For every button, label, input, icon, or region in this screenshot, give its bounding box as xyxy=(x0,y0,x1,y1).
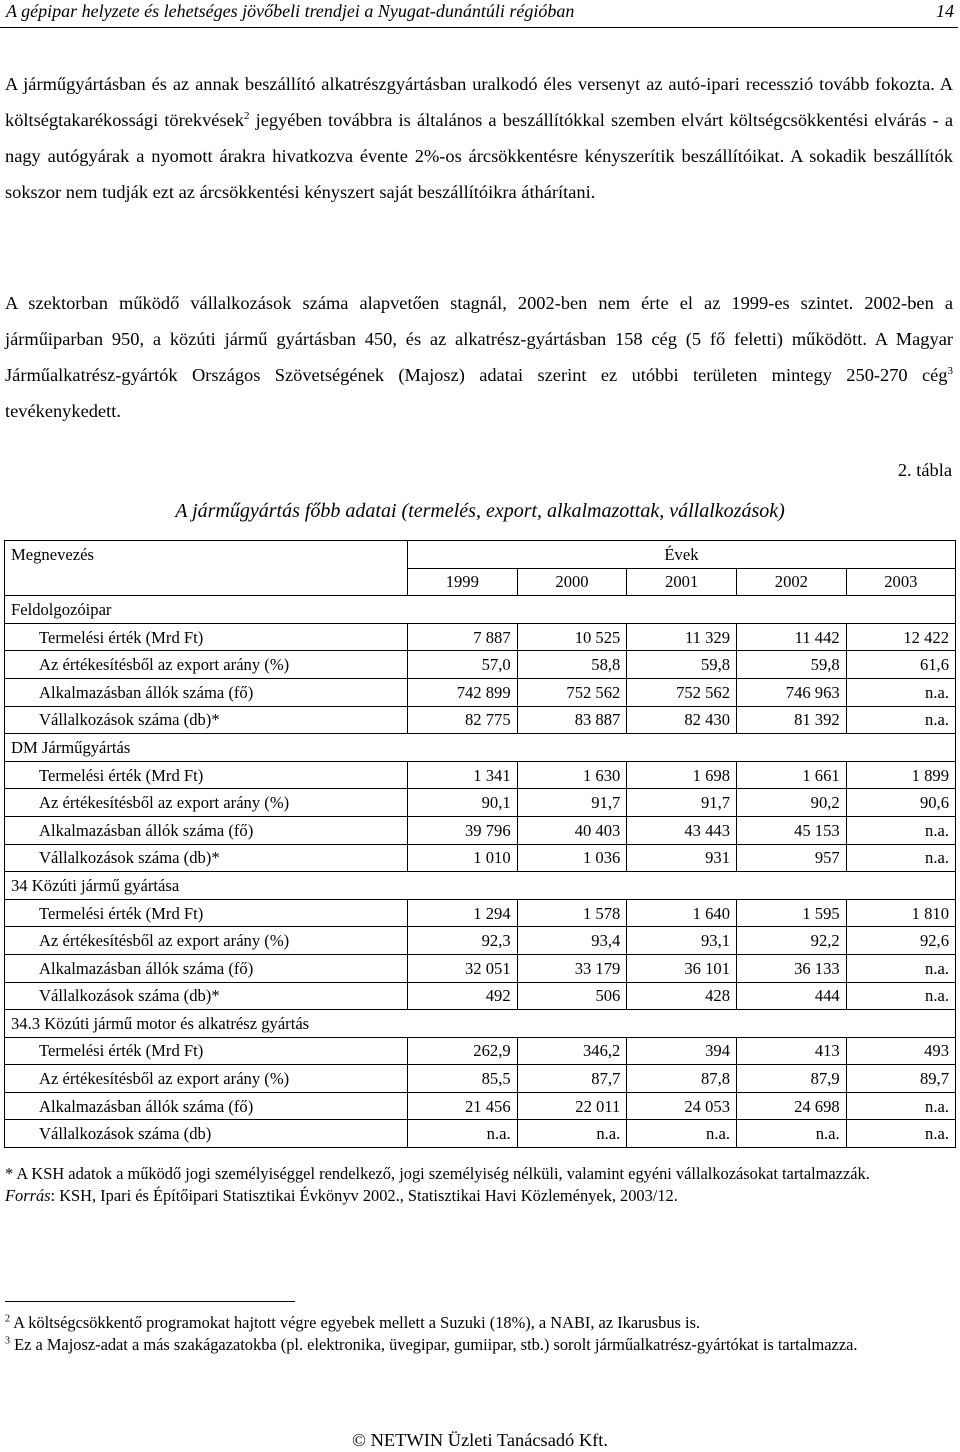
table-cell: 931 xyxy=(627,844,737,872)
table-cell: 83 887 xyxy=(517,706,627,734)
year-header: 2002 xyxy=(737,568,847,596)
row-label: Vállalkozások száma (db)* xyxy=(5,844,408,872)
table-cell: 1 341 xyxy=(407,761,517,789)
table-cell: 1 661 xyxy=(737,761,847,789)
table-cell: 1 899 xyxy=(846,761,955,789)
table-cell: 57,0 xyxy=(407,651,517,679)
footnote-divider xyxy=(5,1301,295,1302)
col-header-name: Megnevezés xyxy=(5,541,408,569)
table-cell: 11 329 xyxy=(627,623,737,651)
row-label: Alkalmazásban állók száma (fő) xyxy=(5,954,408,982)
table-cell: 59,8 xyxy=(627,651,737,679)
row-label: Vállalkozások száma (db) xyxy=(5,1120,408,1148)
table-cell: 82 430 xyxy=(627,706,737,734)
table-row xyxy=(5,1065,956,1093)
table-cell: 89,7 xyxy=(846,1065,955,1093)
table-cell: 93,4 xyxy=(517,927,627,955)
table-cell: 90,1 xyxy=(407,789,517,817)
table-cell: 24 698 xyxy=(737,1092,847,1120)
table-row xyxy=(5,816,956,844)
table-cell: 1 630 xyxy=(517,761,627,789)
row-label: Termelési érték (Mrd Ft) xyxy=(5,761,408,789)
paragraph-1 xyxy=(5,66,953,210)
table-cell: 92,6 xyxy=(846,927,955,955)
row-label: Az értékesítésből az export arány (%) xyxy=(5,651,408,679)
table-cell: 7 887 xyxy=(407,623,517,651)
table-row xyxy=(5,651,956,679)
row-label: Az értékesítésből az export arány (%) xyxy=(5,789,408,817)
table-cell: n.a. xyxy=(627,1120,737,1148)
row-label: Alkalmazásban állók száma (fő) xyxy=(5,816,408,844)
footnote-2 xyxy=(5,1312,955,1334)
table-cell: 32 051 xyxy=(407,954,517,982)
year-header: 2001 xyxy=(627,568,737,596)
data-table xyxy=(4,540,956,1148)
table-cell: 40 403 xyxy=(517,816,627,844)
table-cell: 39 796 xyxy=(407,816,517,844)
year-header: 1999 xyxy=(407,568,517,596)
section-row xyxy=(5,872,956,900)
row-label: Az értékesítésből az export arány (%) xyxy=(5,927,408,955)
table-cell: 45 153 xyxy=(737,816,847,844)
table-cell: 92,3 xyxy=(407,927,517,955)
footnote-text: A költségcsökkentő programokat hajtott végre egyebek mellett a Suzuki (18%), a NABI, az Ikarusbus is. xyxy=(10,1313,701,1332)
source-label: Forrás xyxy=(5,1186,51,1205)
table-cell: 1 595 xyxy=(737,899,847,927)
table-cell: 1 036 xyxy=(517,844,627,872)
table-cell: 82 775 xyxy=(407,706,517,734)
table-cell: n.a. xyxy=(846,1120,955,1148)
table-notes xyxy=(5,1163,945,1207)
footnote-3 xyxy=(5,1334,955,1356)
table-cell: 33 179 xyxy=(517,954,627,982)
source-note xyxy=(5,1185,945,1207)
row-label: Termelési érték (Mrd Ft) xyxy=(5,899,408,927)
table-row xyxy=(5,954,956,982)
table-cell: 58,8 xyxy=(517,651,627,679)
table-cell: 444 xyxy=(737,982,847,1010)
table-cell: n.a. xyxy=(517,1120,627,1148)
table-cell: 10 525 xyxy=(517,623,627,651)
row-label: Vállalkozások száma (db)* xyxy=(5,982,408,1010)
table-cell: n.a. xyxy=(846,1092,955,1120)
page-number: 14 xyxy=(936,1,954,21)
table-cell: n.a. xyxy=(846,816,955,844)
table-cell: 752 562 xyxy=(517,678,627,706)
footnote-mark: 3 xyxy=(5,1335,10,1347)
section-name: 34 Közúti jármű gyártása xyxy=(5,872,956,900)
paragraph-2-text-a: A szektorban működő vállalkozások száma alapvetően stagnál, 2002-ben nem érte el az 1999-es szintet. 2002-ben a járműiparban 950, a közúti jármű gyártásban 450, és az alkatrész-gyártásban 158 cég (5 fő feletti) működött. A Magyar Járműalkatrész-gyártók Országos Szövetségének (Majosz) adatai szerint ez utóbbi területen mintegy 250-270 cég xyxy=(5,293,953,385)
table-cell: 12 422 xyxy=(846,623,955,651)
table-row xyxy=(5,623,956,651)
asterisk-note: * A KSH adatok a működő jogi személyiséggel rendelkező, jogi személyiség nélküli, valamint egyéni vállalkozásokat tartalmazzák. xyxy=(5,1164,870,1183)
table-years-row xyxy=(5,568,956,596)
table-cell: 36 101 xyxy=(627,954,737,982)
footnote-ref-2[interactable]: 2 xyxy=(244,109,250,122)
footnote-mark: 2 xyxy=(5,1313,10,1325)
table-row xyxy=(5,1120,956,1148)
paragraph-1-text-b: jegyében továbbra is általános a beszállítókkal szemben elvárt költségcsökkentési elvárás - a nagy autógyárak a nyomott árakra hivatkozva évente 2%-os árcsökkentésre kényszerítik beszállítóikat. A sokadik beszállítók sokszor nem tudják ezt az árcsökkentési kényszert saját beszállítóikra áthárítani. xyxy=(5,110,953,202)
table-cell: n.a. xyxy=(846,678,955,706)
empty-cell xyxy=(5,568,408,596)
table-row xyxy=(5,927,956,955)
paragraph-2-text-b: tevékenykedett. xyxy=(5,401,121,421)
table-cell: 1 010 xyxy=(407,844,517,872)
table-cell: 85,5 xyxy=(407,1065,517,1093)
table-cell: n.a. xyxy=(407,1120,517,1148)
table-row xyxy=(5,844,956,872)
table-title: A járműgyártás főbb adatai (termelés, export, alkalmazottak, vállalkozások) xyxy=(175,500,785,522)
table-cell: 24 053 xyxy=(627,1092,737,1120)
table-cell: 752 562 xyxy=(627,678,737,706)
table-cell: 22 011 xyxy=(517,1092,627,1120)
table-cell: 93,1 xyxy=(627,927,737,955)
year-header: 2003 xyxy=(846,568,955,596)
table-row xyxy=(5,1092,956,1120)
source-text: : KSH, Ipari és Építőipari Statisztikai Évkönyv 2002., Statisztikai Havi Közlemények, 2003/12. xyxy=(50,1186,678,1205)
table-row xyxy=(5,982,956,1010)
table-cell: 21 456 xyxy=(407,1092,517,1120)
row-label: Az értékesítésből az export arány (%) xyxy=(5,1065,408,1093)
section-name: DM Járműgyártás xyxy=(5,734,956,762)
header-title: A gépipar helyzete és lehetséges jövőbeli trendjei a Nyugat-dunántúli régióban xyxy=(6,1,575,21)
section-name: 34.3 Közúti jármű motor és alkatrész gyártás xyxy=(5,1010,956,1038)
table-cell: 492 xyxy=(407,982,517,1010)
table-row xyxy=(5,789,956,817)
page-header xyxy=(0,0,960,22)
table-cell: 81 392 xyxy=(737,706,847,734)
table-cell: 91,7 xyxy=(517,789,627,817)
table-row xyxy=(5,1037,956,1065)
row-label: Alkalmazásban állók száma (fő) xyxy=(5,678,408,706)
table-cell: 43 443 xyxy=(627,816,737,844)
years-header: Évek xyxy=(407,541,955,569)
table-cell: 91,7 xyxy=(627,789,737,817)
table-row xyxy=(5,678,956,706)
section-row xyxy=(5,734,956,762)
table-cell: 87,8 xyxy=(627,1065,737,1093)
page-footer: © NETWIN Üzleti Tanácsadó Kft. xyxy=(352,1430,608,1450)
section-name: Feldolgozóipar xyxy=(5,596,956,624)
table-cell: 493 xyxy=(846,1037,955,1065)
table-cell: 957 xyxy=(737,844,847,872)
table-cell: 262,9 xyxy=(407,1037,517,1065)
paragraph-2 xyxy=(5,285,953,429)
table-row xyxy=(5,761,956,789)
table-cell: 92,2 xyxy=(737,927,847,955)
year-header: 2000 xyxy=(517,568,627,596)
table-cell: 1 810 xyxy=(846,899,955,927)
table-cell: 59,8 xyxy=(737,651,847,679)
section-row xyxy=(5,596,956,624)
table-cell: n.a. xyxy=(846,954,955,982)
table-cell: 61,6 xyxy=(846,651,955,679)
table-cell: n.a. xyxy=(846,706,955,734)
table-row xyxy=(5,899,956,927)
table-cell: 87,7 xyxy=(517,1065,627,1093)
table-cell: 1 698 xyxy=(627,761,737,789)
table-cell: 36 133 xyxy=(737,954,847,982)
table-cell: 428 xyxy=(627,982,737,1010)
table-cell: n.a. xyxy=(737,1120,847,1148)
table-cell: 90,2 xyxy=(737,789,847,817)
table-cell: 1 578 xyxy=(517,899,627,927)
section-row xyxy=(5,1010,956,1038)
table-cell: n.a. xyxy=(846,982,955,1010)
row-label: Vállalkozások száma (db)* xyxy=(5,706,408,734)
paragraph-1-text-a: A járműgyártásban és az annak beszállító alkatrészgyártásban uralkodó éles versenyt az autó-ipari recesszió tovább fokozta. A költségtakarékossági törekvések xyxy=(5,74,953,130)
table-cell: 346,2 xyxy=(517,1037,627,1065)
table-cell: n.a. xyxy=(846,844,955,872)
row-label: Termelési érték (Mrd Ft) xyxy=(5,1037,408,1065)
footnotes xyxy=(5,1312,955,1356)
table-cell: 11 442 xyxy=(737,623,847,651)
table-cell: 1 640 xyxy=(627,899,737,927)
header-divider xyxy=(0,27,958,28)
table-cell: 394 xyxy=(627,1037,737,1065)
row-label: Alkalmazásban állók száma (fő) xyxy=(5,1092,408,1120)
table-cell: 87,9 xyxy=(737,1065,847,1093)
table-row xyxy=(5,706,956,734)
table-cell: 506 xyxy=(517,982,627,1010)
table-cell: 742 899 xyxy=(407,678,517,706)
table-cell: 746 963 xyxy=(737,678,847,706)
row-label: Termelési érték (Mrd Ft) xyxy=(5,623,408,651)
footnote-text: Ez a Majosz-adat a más szakágazatokba (pl. elektronika, üvegipar, gumiipar, stb.) sorolt járműalkatrész-gyártókat is tartalmazza. xyxy=(10,1335,858,1354)
table-cell: 90,6 xyxy=(846,789,955,817)
table-header-row xyxy=(5,541,956,569)
footnote-ref-3[interactable]: 3 xyxy=(947,364,953,377)
table-cell: 1 294 xyxy=(407,899,517,927)
table-cell: 413 xyxy=(737,1037,847,1065)
table-number: 2. tábla xyxy=(897,460,952,480)
